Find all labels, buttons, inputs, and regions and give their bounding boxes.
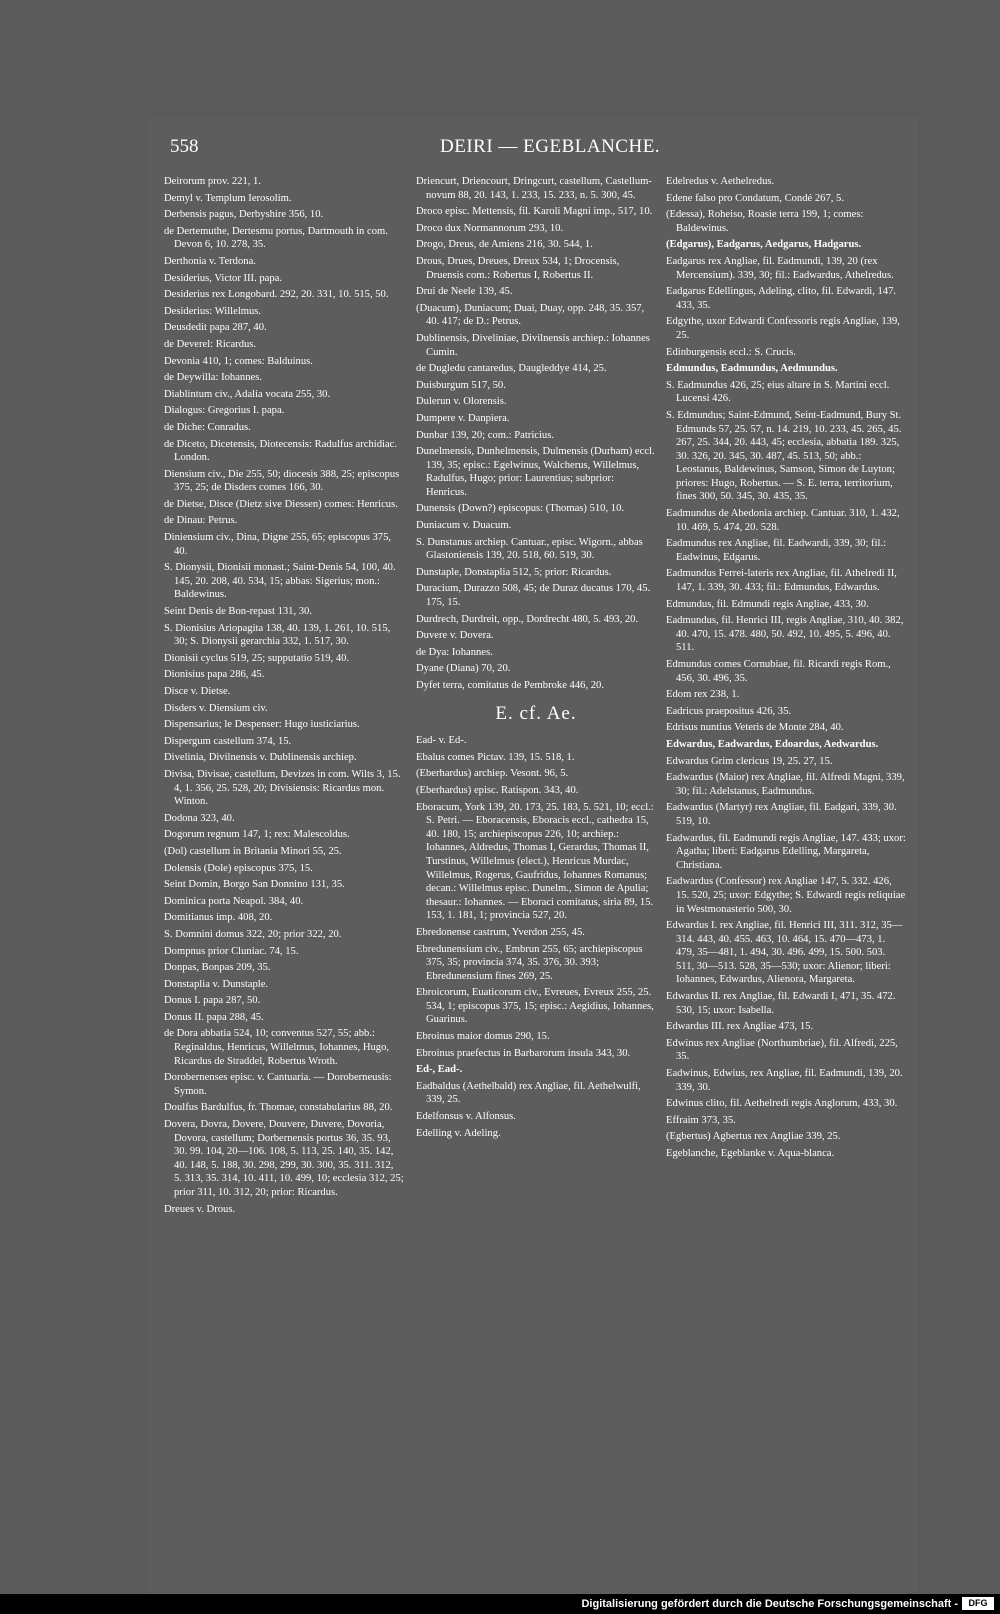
index-entry: Edene falso pro Condatum, Condé 267, 5. xyxy=(666,192,845,204)
index-entry: (Eberhardus) episc. Ratispon. 343, 40. xyxy=(416,784,579,796)
index-entry: Ead- v. Ed-. xyxy=(416,735,467,747)
index-entry: de Dya: Iohannes. xyxy=(416,646,493,658)
index-entry: de Dertemuthe, Dertesmu portus, Dartmouth in com. Devon 6, 10. 278, 35. xyxy=(164,225,388,251)
index-entry: Eadwardus (Martyr) rex Angliae, fil. Eadgari, 339, 30. 519, 10. xyxy=(666,802,897,827)
index-entry: Deusdedit papa 287, 40. xyxy=(164,322,267,334)
running-head: DEIRI — EGEBLANCHE. xyxy=(440,136,661,157)
index-entry: Edwardus III. rex Angliae 473, 15. xyxy=(666,1021,814,1033)
index-entry: Edgythe, uxor Edwardi Confessoris regis Angliae, 139, 25. xyxy=(666,316,900,341)
index-entry: Devonia 410, 1; comes: Balduinus. xyxy=(164,355,313,367)
index-entry: Diablintum civ., Adalia vocata 255, 30. xyxy=(164,388,331,400)
index-entry: Ed-, Ead-. xyxy=(416,1064,463,1076)
index-entry: Ebredunensium civ., Embrun 255, 65; archiepiscopus 375, 35; provincia 374, 35. 376, 30. 393; Ebredunensium fines 269, 25. xyxy=(416,943,643,982)
index-entry: Ebroinus praefectus in Barbarorum insula 343, 30. xyxy=(416,1047,631,1059)
index-entry: Desiderius rex Longobard. 292, 20. 331, 10. 515, 50. xyxy=(164,289,389,301)
index-entry: de Deywilla: Iohannes. xyxy=(164,372,262,384)
index-entry: Duracium, Durazzo 508, 45; de Duraz ducatus 170, 45. 175, 15. xyxy=(416,583,651,609)
index-entry: Dispergum castellum 374, 15. xyxy=(164,735,292,747)
index-entry: Dompnus prior Cluniac. 74, 15. xyxy=(164,945,299,957)
index-column-1 xyxy=(164,175,404,1219)
index-entry: S. Eadmundus 426, 25; eius altare in S. Martini eccl. Lucensi 426. xyxy=(666,379,890,405)
index-entry: Dispensarius; le Despenser: Hugo iusticiarius. xyxy=(164,719,360,731)
index-entry: Drogo, Dreus, de Amiens 216, 30. 544, 1. xyxy=(416,239,593,251)
index-entry: Derbensis pagus, Derbyshire 356, 10. xyxy=(164,209,324,221)
index-entry: Droco dux Normannorum 293, 10. xyxy=(416,222,564,234)
index-entry: Eadricus praepositus 426, 35. xyxy=(666,705,792,717)
index-entry: Domitianus imp. 408, 20. xyxy=(164,912,273,924)
index-entry: Edinburgensis eccl.: S. Crucis. xyxy=(666,346,796,358)
index-entry: (Edessa), Roheiso, Roasie terra 199, 1; comes: Baldewinus. xyxy=(666,209,864,234)
index-entry: Ebroinus maior domus 290, 15. xyxy=(416,1031,550,1043)
index-entry: Eadgarus rex Angliae, fil. Eadmundi, 139, 20 (rex Mercensium). 339, 30; fil.: Eadwardus, Athelredus. xyxy=(666,255,894,281)
index-entry: Dumpere v. Danpiera. xyxy=(416,412,510,424)
index-column-3 xyxy=(666,175,906,1164)
index-entry: Donus II. papa 288, 45. xyxy=(164,1011,264,1023)
index-entry: Edwardus Grim clericus 19, 25. 27, 15. xyxy=(666,755,833,767)
index-entry: Ebroicorum, Euaticorum civ., Evreues, Evreux 255, 25. 534, 1; episcopus 375, 15; episc.: Aegidius, Iohannes, Guarinus. xyxy=(416,987,654,1026)
index-entry: Eadbaldus (Aethelbald) rex Angliae, fil. Aethelwulfi, 339, 25. xyxy=(416,1080,641,1106)
index-entry: Durdrech, Durdreit, opp., Dordrecht 480, 5. 493, 20. xyxy=(416,613,639,625)
index-entry: Demyl v. Templum Ierosolim. xyxy=(164,192,292,204)
index-entry: Dunensis (Down?) episcopus: (Thomas) 510, 10. xyxy=(416,503,625,515)
index-entry: S. Edmundus; Saint-Edmund, Seint-Eadmund, Bury St. Edmunds 57, 25. 57, n. 14. 219, 10. 233, 45. 265, 45. 267, 25. 344, 20. 443, 45; ecclesia, abbatia 189. 325, 30. 326, 20. 345, 30. 487, 45. 513, 50; abb.: Leostanus, Baldewinus, Samson, Simon de Luyton; priores: Hugo, Robertus. — S. E. terra, territorium, fines 300, 50. 345, 30. 435, 35. xyxy=(666,409,902,503)
page-header xyxy=(170,136,910,162)
index-entry: Edmundus, fil. Edmundi regis Angliae, 433, 30. xyxy=(666,598,869,610)
index-entry: Dunelmensis, Dunhelmensis, Dulmensis (Durham) eccl. 139, 35; episc.: Egelwinus, Walcherus, Willelmus, Radulfus, Hugo; prior: Laurentius; subprior: Henricus. xyxy=(416,446,655,498)
index-entry: Desiderius, Victor III. papa. xyxy=(164,272,283,284)
page-number: 558 xyxy=(170,136,199,157)
digitization-footer xyxy=(0,1594,1000,1614)
index-entry: Eadmundus de Abedonia archiep. Cantuar. 310, 1. 432, 10. 469, 5. 474, 20. 528. xyxy=(666,508,900,533)
index-entry: Divelinia, Divilnensis v. Dublinensis archiep. xyxy=(164,752,357,764)
index-entry: Edwardus I. rex Angliae, fil. Henrici III, 311. 312, 35—314. 443, 40. 455. 463, 10. 464, 15. 470—473, 1. 479, 35—481, 1. 494, 30. 496. 499, 15. 500. 503. 511, 30—513. 528, 35—530; uxor: Alienor; liberi: Iohannes, Edwardus, Alienora, Margareta. xyxy=(666,920,903,986)
index-entry: Drous, Drues, Dreues, Dreux 534, 1; Drocensis, Druensis com.: Robertus I, Robertus II. xyxy=(416,255,620,281)
index-entry: Edwardus II. rex Angliae, fil. Edwardi I, 471, 35. 472. 530, 15; uxor: Isabella. xyxy=(666,991,896,1016)
index-entry: Eadwardus (Confessor) rex Angliae 147, 5. 332. 426, 15. 520, 25; uxor: Edgythe; S. Edwardi regis reliquiae in Westmonasterio 500, 30. xyxy=(666,876,906,915)
index-entry: Dyane (Diana) 70, 20. xyxy=(416,663,511,675)
index-entry: Divisa, Divisae, castellum, Devizes in com. Wilts 3, 15. 4, 1. 356, 25. 528, 20; Divisiensis: Ricardus mon. Winton. xyxy=(164,768,401,808)
index-entry: Dominica porta Neapol. 384, 40. xyxy=(164,895,304,907)
index-entry: Duisburgum 517, 50. xyxy=(416,379,506,391)
index-entry: (Duacum), Duniacum; Duai, Duay, opp. 248, 35. 357, 40. 417; de D.: Petrus. xyxy=(416,302,645,328)
index-entry: de Dinau: Petrus. xyxy=(164,515,238,527)
index-entry: Eboracum, York 139, 20. 173, 25. 183, 5. 521, 10; eccl.: S. Petri. — Eboracensis, Eboracis eccl., cathedra 15, 40. 180, 15; archiepiscopus 226, 10; archiep.: Iohannes, Aldredus, Thomas I, Gerardus, Thomas II, Turstinus, Willelmus (elect.), Henricus Murdac, Willelmus, Rogerus, Gaufridus, Iohannes Romanus; decan.: Willelmus episc. Dunelm., Simon de Apulia; thesaur.: Iohannes. — Eboraci comitatus, siria 89, 15. 153, 1. 181, 1; provincia 527, 20. xyxy=(416,801,654,922)
index-entry: Disce v. Dietse. xyxy=(164,686,231,697)
index-entry: Dovera, Dovra, Dovere, Douvere, Duvere, Dovoria, Dovora, castellum; Dorbernensis portus 36, 35. 93, 30. 99. 104, 20—106. 108, 5. 113, 25. 140, 35. 142, 40. 148, 5. 188, 30. 298, 299, 30. 300, 35. 311. 312, 5. 313, 35. 314, 10. 411, 10. 499, 10; ecclesia 312, 25; prior 311, 10. 312, 20; prior: Ricardus. xyxy=(164,1119,404,1198)
index-entry: de Dugledu cantaredus, Daugleddye 414, 25. xyxy=(416,363,607,375)
index-entry: Disders v. Diensium civ. xyxy=(164,702,268,714)
index-entry: Diniensium civ., Dina, Digne 255, 65; episcopus 375, 40. xyxy=(164,532,392,557)
index-entry: Edmundus, Eadmundus, Aedmundus. xyxy=(666,363,838,375)
index-column-2 xyxy=(416,175,656,1143)
index-entry: S. Domnini domus 322, 20; prior 322, 20. xyxy=(164,928,342,940)
index-entry: Droco episc. Mettensis, fil. Karoli Magni imp., 517, 10. xyxy=(416,206,653,218)
footer-credit: Digitalisierung gefördert durch die Deutsche Forschungsgemeinschaft - xyxy=(581,1598,958,1610)
index-entry: Edwinus clito, fil. Aethelredi regis Anglorum, 433, 30. xyxy=(666,1098,898,1110)
index-entry: (Dol) castellum in Britania Minori 55, 25. xyxy=(164,845,342,857)
index-entry: Dreues v. Drous. xyxy=(164,1203,236,1215)
index-entry: Ebredonense castrum, Yverdon 255, 45. xyxy=(416,926,585,938)
index-entry: Eadmundus Ferrei-lateris rex Angliae, fil. Athelredi II, 147, 1. 339, 30. 433; fil.: Edmundus, Edwardus. xyxy=(666,568,897,594)
index-entry: Ebalus comes Pictav. 139, 15. 518, 1. xyxy=(416,751,575,763)
index-entry: Seint Denis de Bon-repast 131, 30. xyxy=(164,606,312,618)
index-entry: Desiderius: Willelmus. xyxy=(164,305,262,317)
index-entry: Egeblanche, Egeblanke v. Aqua-blanca. xyxy=(666,1148,835,1159)
index-entry: Edom rex 238, 1. xyxy=(666,689,740,701)
index-entry: Eadgarus Edellingus, Adeling, clito, fil. Edwardi, 147. 433, 35. xyxy=(666,286,897,311)
index-entry: Edelfonsus v. Alfonsus. xyxy=(416,1111,516,1123)
index-entry: Duniacum v. Duacum. xyxy=(416,520,512,532)
dfg-logo: DFG xyxy=(962,1597,994,1610)
index-entry: de Diche: Conradus. xyxy=(164,421,251,433)
index-entry: Seint Domin, Borgo San Donnino 131, 35. xyxy=(164,879,345,891)
index-entry: Dialogus: Gregorius I. papa. xyxy=(164,405,285,417)
index-entry: Dolensis (Dole) episcopus 375, 15. xyxy=(164,862,313,874)
index-entry: Dulerun v. Olorensis. xyxy=(416,396,507,408)
index-entry: Dionisius papa 286, 45. xyxy=(164,669,265,681)
index-entry: (Egbertus) Agbertus rex Angliae 339, 25. xyxy=(666,1131,841,1143)
index-entry: de Diceto, Dicetensis, Diotecensis: Radulfus archidiac. London. xyxy=(164,438,397,464)
index-entry: Dunbar 139, 20; com.: Patricius. xyxy=(416,429,554,441)
index-entry: Dogorum regnum 147, 1; rex: Malescoldus. xyxy=(164,829,350,841)
index-entry: Effraim 373, 35. xyxy=(666,1114,736,1126)
index-entry: S. Dionisius Ariopagita 138, 40. 139, 1. 261, 10. 515, 30; S. Dionysii gerarchia 332, 1. 517, 30. xyxy=(164,622,391,648)
index-entry: Edwinus rex Angliae (Northumbriae), fil. Alfredi, 225, 35. xyxy=(666,1037,898,1063)
index-entry: de Dora abbatia 524, 10; conventus 527, 55; abb.: Reginaldus, Henricus, Willelmus, Iohannes, Hugo, Ricardus de Straddel, Robertus Wroth. xyxy=(164,1028,390,1067)
index-entry: Eadmundus rex Angliae, fil. Eadwardi, 339, 30; fil.: Eadwinus, Edgarus. xyxy=(666,538,887,563)
column-2-top xyxy=(416,175,656,693)
index-entry: Donpas, Bonpas 209, 35. xyxy=(164,962,271,974)
index-entry: Driencurt, Driencourt, Dringcurt, castellum, Castellum-novum 88, 20. 143, 1. 233, 15. 233, n. 5. 300, 45. xyxy=(416,176,652,201)
index-entry: Edmundus comes Cornubiae, fil. Ricardi regis Rom., 456, 30. 496, 35. xyxy=(666,659,891,684)
index-entry: de Dietse, Disce (Dietz sive Diessen) comes: Henricus. xyxy=(164,498,398,510)
index-entry: Edelling v. Adeling. xyxy=(416,1127,501,1139)
index-entry: Edwardus, Eadwardus, Edoardus, Aedwardus. xyxy=(666,738,879,750)
index-entry: Diensium civ., Die 255, 50; diocesis 388, 25; episcopus 375, 25; de Disders comes 166, 30. xyxy=(164,468,400,494)
index-entry: (Edgarus), Eadgarus, Aedgarus, Hadgarus. xyxy=(666,239,862,251)
index-entry: de Deverel: Ricardus. xyxy=(164,338,257,350)
index-entry: S. Dunstanus archiep. Cantuar., episc. Wigorn., abbas Glastoniensis 139, 20. 518, 60. 519, 30. xyxy=(416,536,643,562)
index-entry: Derthonia v. Terdona. xyxy=(164,255,256,267)
index-entry: S. Dionysii, Dionisii monast.; Saint-Denis 54, 100, 40. 145, 20. 208, 40. 534, 15; abbas: Sigerius; mon.: Baldewinus. xyxy=(164,562,396,601)
index-entry: Dublinensis, Diveliniae, Divilnensis archiep.: Iohannes Cumin. xyxy=(416,332,650,358)
section-heading-e: E. cf. Ae. xyxy=(495,702,577,724)
index-entry: Dionisii cyclus 519, 25; supputatio 519, 40. xyxy=(164,652,350,664)
column-2-bottom xyxy=(416,734,656,1140)
index-entry: (Eberhardus) archiep. Vesont. 96, 5. xyxy=(416,768,569,780)
index-entry: Deirorum prov. 221, 1. xyxy=(164,176,261,187)
index-entry: Duvere v. Dovera. xyxy=(416,630,494,642)
index-entry: Edrisus nuntius Veteris de Monte 284, 40. xyxy=(666,722,844,734)
index-entry: Eadmundus, fil. Henrici III, regis Angliae, 310, 40. 382, 40. 470, 15. 478. 480, 50. 492, 10. 495, 5. 496, 40. 511. xyxy=(666,615,904,654)
index-entry: Donstaplia v. Dunstaple. xyxy=(164,978,269,990)
index-entry: Edelredus v. Aethelredus. xyxy=(666,176,775,187)
index-entry: Drui de Neele 139, 45. xyxy=(416,286,513,298)
index-entry: Dyfet terra, comitatus de Pembroke 446, 20. xyxy=(416,680,604,691)
index-entry: Dunstaple, Donstaplia 512, 5; prior: Ricardus. xyxy=(416,566,612,578)
index-entry: Dorobernenses episc. v. Cantuaria. — Doroberneusis: Symon. xyxy=(164,1072,392,1097)
index-entry: Dodona 323, 40. xyxy=(164,812,235,824)
index-entry: Eadwardus (Maior) rex Angliae, fil. Alfredi Magni, 339, 30; fil.: Adelstanus, Eadmundus. xyxy=(666,772,905,797)
index-entry: Eadwinus, Edwius, rex Angliae, fil. Eadmundi, 139, 20. 339, 30. xyxy=(666,1068,903,1093)
index-entry: Doulfus Bardulfus, fr. Thomae, constabularius 88, 20. xyxy=(164,1102,393,1114)
index-entry: Eadwardus, fil. Eadmundi regis Angliae, 147. 433; uxor: Agatha; liberi: Eadgarus Edelling, Margareta, Christiana. xyxy=(666,832,906,871)
index-entry: Donus I. papa 287, 50. xyxy=(164,995,261,1007)
